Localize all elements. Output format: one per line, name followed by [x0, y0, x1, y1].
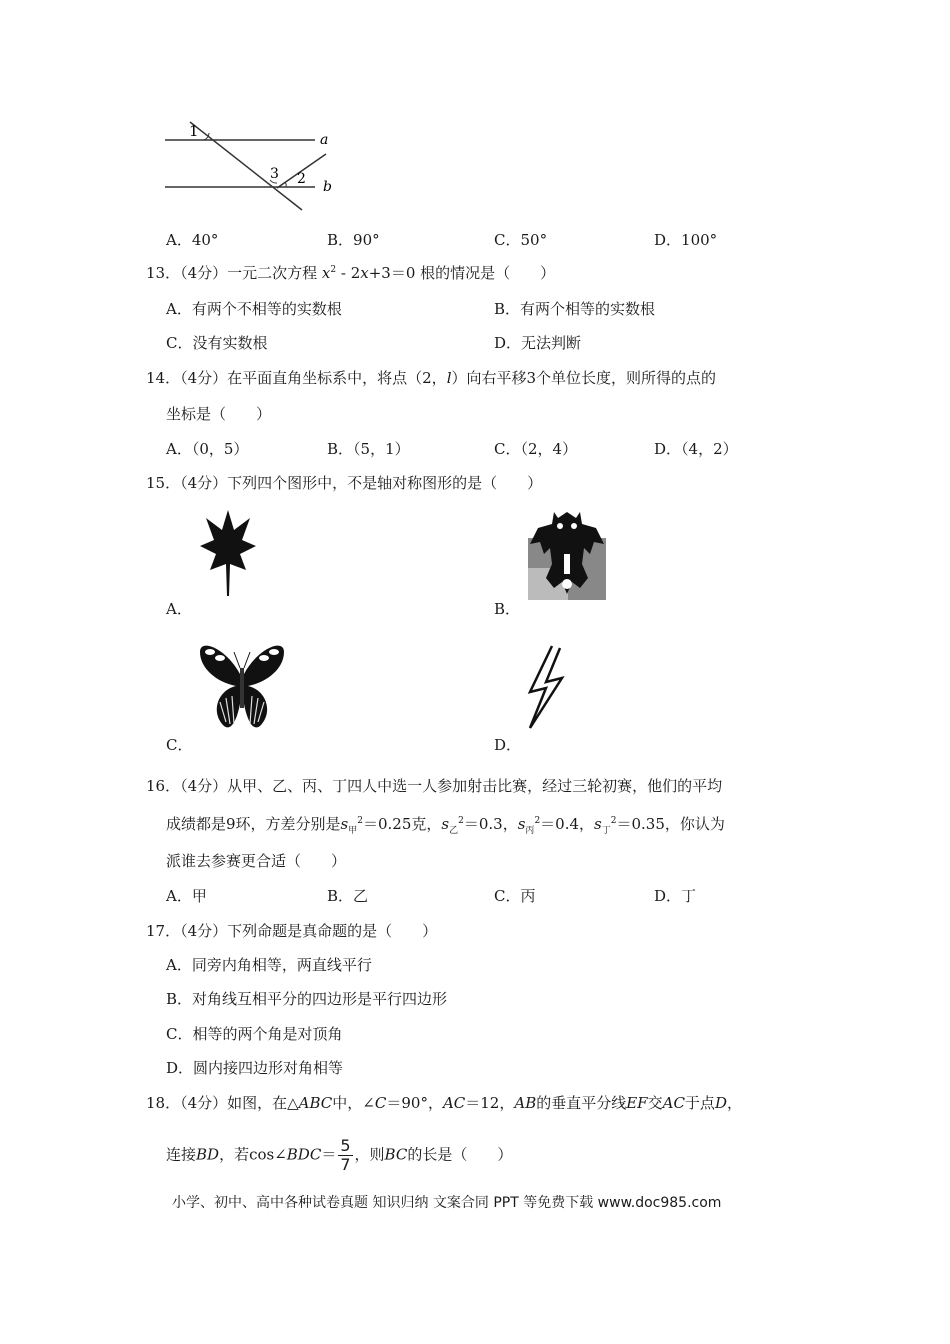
fraction-5-7: $\frac{5}{7}$ — [340, 1136, 351, 1174]
q16-stem-line1: 16．（4分）从甲、乙、丙、丁四人中选一人参加射击比赛，经过三轮初赛，他们的平均 — [146, 777, 723, 795]
q12-option-b: B．90° — [327, 231, 380, 249]
q16-stem-line3: 派谁去参赛更合适（ ） — [166, 852, 347, 870]
lightning-image — [522, 642, 568, 732]
q17-option-d: D．圆内接四边形对角相等 — [166, 1059, 344, 1077]
q16-option-a: A．甲 — [166, 887, 207, 905]
q17-option-c: C．相等的两个角是对顶角 — [166, 1025, 343, 1043]
q15-option-b: B． — [494, 600, 521, 618]
q15-stem: 15．（4分）下列四个图形中，不是轴对称图形的是（ ） — [146, 474, 543, 492]
q16-option-d: D．丁 — [654, 887, 697, 905]
q15-option-a: A． — [166, 600, 192, 618]
q12-option-a: A．40° — [166, 231, 219, 249]
line-a-label: a — [320, 132, 329, 148]
butterfly-image — [196, 638, 288, 732]
q12-option-c: C．50° — [494, 231, 548, 249]
q16-stem-line2: 成绩都是9环，方差分别是$s_甲^2=0.25$克，$s_乙^2=0.3$，$s_丙^2=0.4$，$s_丁^2=0.35$，你认为 — [166, 815, 725, 836]
q18-stem-line2: 连接BD，若cos∠BDC＝ $\frac{5}{7}$ ，则BC的长是（ ） — [166, 1136, 513, 1174]
q14-option-a: A．（0，5） — [166, 440, 249, 458]
q17-option-a: A．同旁内角相等，两直线平行 — [166, 956, 372, 974]
q14-stem-line2: 坐标是（ ） — [166, 405, 272, 423]
q13-option-c: C．没有实数根 — [166, 334, 268, 352]
q15-option-d: D． — [494, 736, 522, 754]
footer-text: 小学、初中、高中各种试卷真题 知识归纳 文案合同 PPT 等免费下载 www.doc985.com — [172, 1195, 722, 1211]
eagle-papercut-image — [524, 508, 610, 602]
line-b-label: b — [323, 179, 332, 195]
q18-stem-line1: 18．（4分）如图，在△ABC中，∠C＝90°，AC＝12，AB的垂直平分线EF交AC于点D， — [146, 1094, 742, 1112]
angle-1-label: 1 — [189, 122, 199, 140]
q15-option-c: C． — [166, 736, 193, 754]
maple-leaf-image — [198, 508, 258, 598]
q12-option-d: D．100° — [654, 231, 718, 249]
q17-stem: 17．（4分）下列命题是真命题的是（ ） — [146, 922, 438, 940]
q13-option-d: D．无法判断 — [494, 334, 582, 352]
q14-option-b: B．（5，1） — [327, 440, 410, 458]
q16-option-c: C．丙 — [494, 887, 536, 905]
q16-option-b: B．乙 — [327, 887, 369, 905]
q14-stem-line1: 14．（4分）在平面直角坐标系中，将点（2，l）向右平移3个单位长度，则所得的点的 — [146, 369, 717, 387]
q12-parallel-lines-figure — [160, 116, 345, 216]
q14-option-c: C．（2，4） — [494, 440, 578, 458]
q13-option-b: B．有两个相等的实数根 — [494, 300, 656, 318]
angle-3-label: 3 — [270, 166, 279, 182]
q17-option-b: B．对角线互相平分的四边形是平行四边形 — [166, 990, 448, 1008]
q13-option-a: A．有两个不相等的实数根 — [166, 300, 342, 318]
q14-option-d: D．（4，2） — [654, 440, 738, 458]
q13-stem: 13．（4分）一元二次方程 $x^2$ ‑ 2x+3＝0 根的情况是（ ） — [146, 264, 556, 282]
angle-2-label: 2 — [297, 171, 306, 187]
